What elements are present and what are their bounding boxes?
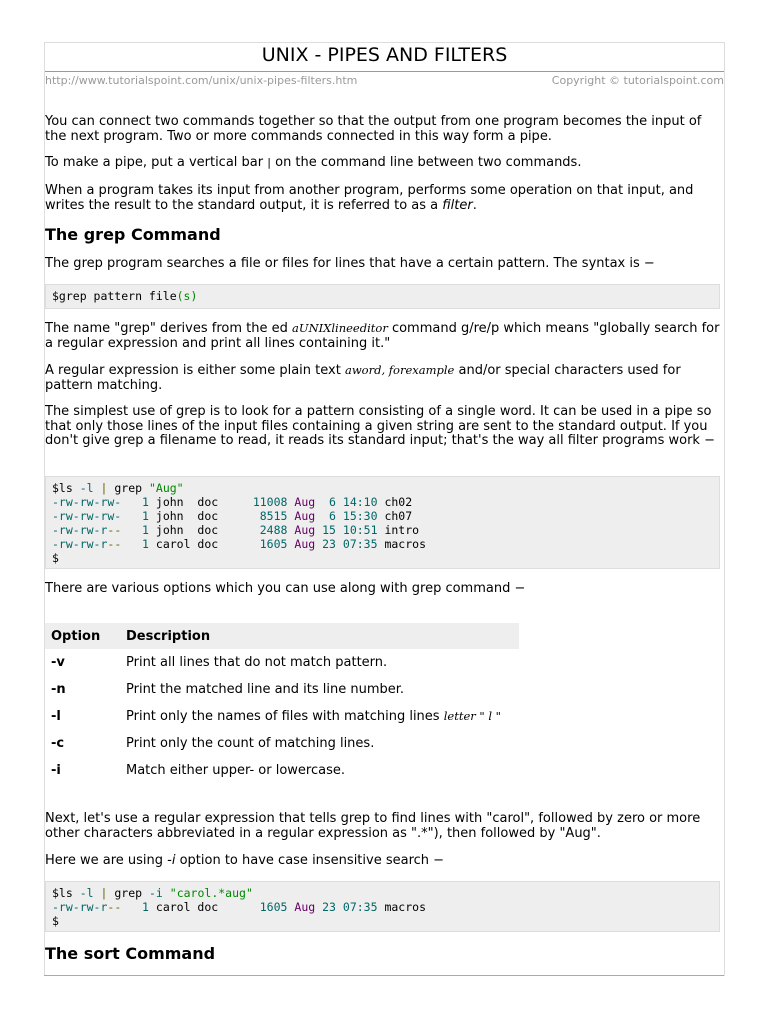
grep-heading: The grep Command [45,225,221,244]
filter-paragraph: When a program takes its input from another program, performs some operation on that input, and writes the result to the standard output, it is referred to as a filter. [45,183,694,213]
page [44,42,725,976]
description-cell: Match either upper- or lowercase. [126,763,346,778]
grep-name-paragraph: The name "grep" derives from the ed aUNIXlineeditor command g/re/p which means "globally search for a regular expression and print all lines containing it." [45,321,720,351]
next-paragraph: Next, let's use a regular expression that tells grep to find lines with "carol", followed by zero or more other characters abbreviated in a regular expression as ".*"), then followed by "Aug". [45,811,701,841]
option-cell: -c [51,736,65,751]
grep-syntax-intro: The grep program searches a file or files for lines that have a certain pattern. The syntax is − [45,256,655,271]
source-url: http://www.tutorialspoint.com/unix/unix-pipes-filters.htm [45,74,358,87]
col-option: Option [45,623,120,649]
option-cell: -l [51,709,61,724]
grep-syntax-code: $grep pattern file(s) [45,284,720,309]
option-cell: -v [51,655,65,670]
description-cell: Print only the count of matching lines. [126,736,375,751]
grep-example-code: $ls -l | grep "Aug" -rw-rw-rw- 1 john doc 11008 Aug 6 14:10 ch02 -rw-rw-rw- 1 john doc 8515 Aug 6 15:30 ch07 -rw-rw-r-- 1 john doc 2488 Aug 15 10:51 intro -rw-rw-r-- 1 carol doc 1605 Aug 23 07:35 macros $ [45,476,720,569]
intro-paragraph: You can connect two commands together so that the output from one program becomes the input of the next program. Two or more commands connected in this way form a pipe. [45,114,702,144]
regex-paragraph: A regular expression is either some plain text aword, forexample and/or special characters used for pattern matching. [45,363,681,393]
sort-heading: The sort Command [45,944,216,963]
table-row [45,757,519,784]
copyright: Copyright © tutorialspoint.com [551,74,724,87]
case-insensitive-paragraph: Here we are using -i option to have case insensitive search − [45,853,445,868]
grep-case-code: $ls -l | grep -i "carol.*aug" -rw-rw-r-- 1 carol doc 1605 Aug 23 07:35 macros $ [45,881,720,932]
grep-options-table [45,623,519,784]
simplest-paragraph: The simplest use of grep is to look for a pattern consisting of a single word. It can be used in a pipe so that only those lines of the input files containing a given string are sent to the standard output. If you don't give grep a filename to read, it reads its standard input; that's the way all filter programs work − [45,404,715,448]
option-cell: -n [51,682,66,697]
col-description: Description [120,623,519,649]
description-cell: Print all lines that do not match pattern. [126,655,388,670]
description-cell: Print only the names of files with matching lines letter " l " [126,709,501,724]
page-title: UNIX - PIPES AND FILTERS [261,44,508,66]
table-row [45,730,519,757]
table-row [45,649,519,676]
table-row [45,703,519,730]
description-cell: Print the matched line and its line number. [126,682,405,697]
bottom-divider [44,975,724,976]
options-intro: There are various options which you can use along with grep command − [45,581,526,596]
option-cell: -i [51,763,61,778]
table-header [45,623,519,649]
title-divider [45,71,724,72]
pipe-paragraph: To make a pipe, put a vertical bar | on the command line between two commands. [45,155,582,170]
table-row [45,676,519,703]
